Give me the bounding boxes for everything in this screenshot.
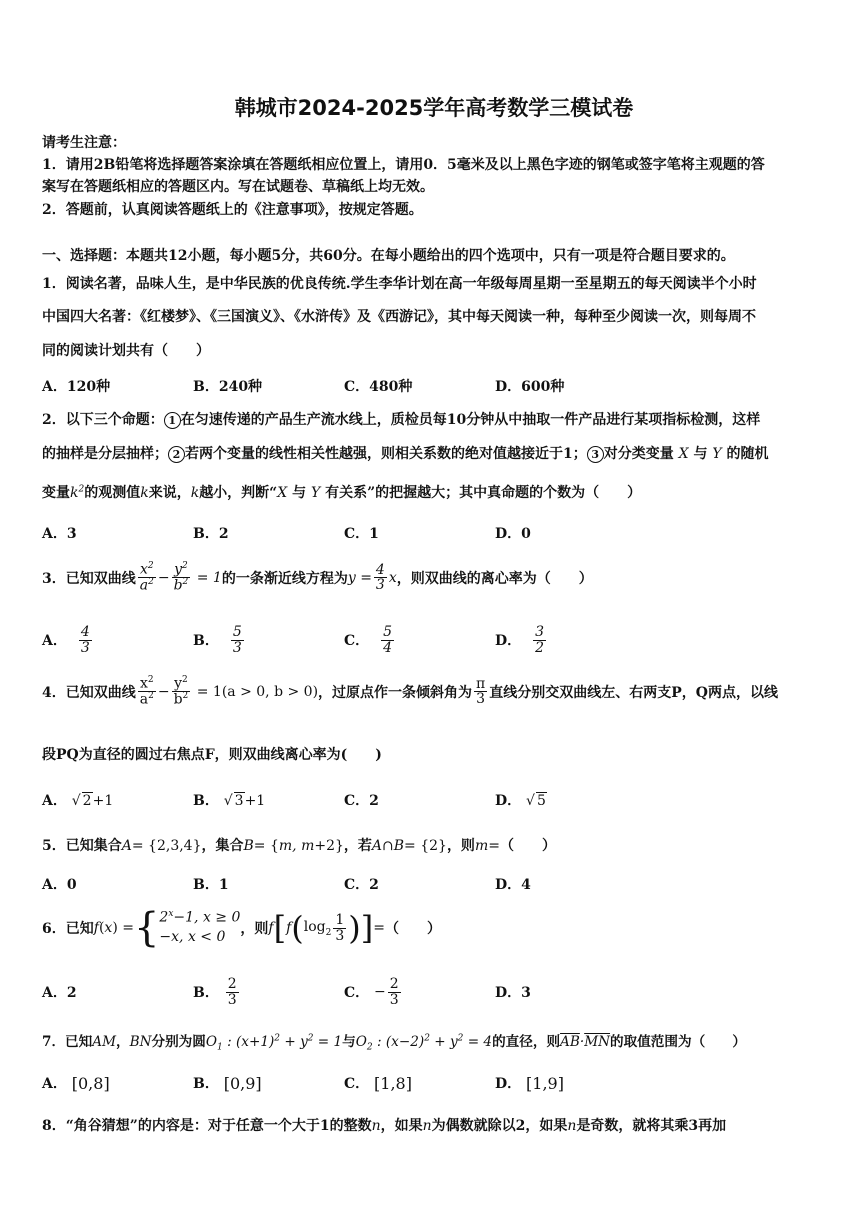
math-cases: $2^x-1$, x ≥ 0 −x, x < 0 xyxy=(159,909,241,946)
math-interval: [1,9] xyxy=(526,1073,564,1093)
q4-option-c[interactable]: C．2 xyxy=(344,793,379,809)
q4-line-2: 段PQ为直径的圆过右焦点F，则双曲线离心率为( ) xyxy=(42,747,382,763)
q3-option-c[interactable] xyxy=(344,620,396,660)
q1-line-1: 1．阅读名著，品味人生，是中华民族的优良传统.学生李华计划在高一年级每周星期一至星期五的每天阅读半个小时 xyxy=(42,276,757,292)
q2-text: 在匀速传递的产品生产流水线上，质检员每10分钟从中抽取一件产品进行某项指标检测，这样 xyxy=(180,412,761,428)
q4-text: ，过原点作一条倾斜角为 xyxy=(318,684,473,701)
q6-option-a[interactable]: A．2 xyxy=(42,985,77,1001)
math-var: n xyxy=(422,1118,432,1134)
q4-text: 4．已知双曲线 xyxy=(42,684,136,701)
math-expr: m xyxy=(474,838,489,854)
option-label: B． xyxy=(193,793,219,809)
option-label: B． xyxy=(193,633,219,649)
math-paren: ) xyxy=(348,909,361,947)
option-label: D． xyxy=(495,793,522,809)
notice-item-2: 案写在答题纸相应的答题区内。写在试题卷、草稿纸上均无效。 xyxy=(42,179,434,195)
math-var: X xyxy=(277,485,288,501)
q7-text: 分别为圆 xyxy=(151,1034,206,1050)
q5-option-b[interactable]: B．1 xyxy=(193,877,229,893)
q7-option-c[interactable] xyxy=(344,1063,412,1103)
q5-text: （ ） xyxy=(499,838,556,854)
circled-3-icon: 3 xyxy=(587,446,604,463)
math-fraction: $\frac{4}{3}$ xyxy=(80,623,90,656)
q2-text: 2．以下三个命题： xyxy=(42,412,164,428)
math-bracket: ] xyxy=(360,909,374,947)
math-expr: x xyxy=(104,920,113,936)
q6-text: （ ） xyxy=(384,921,441,937)
math-interval: [0,9] xyxy=(223,1073,262,1093)
q7-text: 与 xyxy=(342,1034,356,1050)
q1-option-d[interactable]: D．600种 xyxy=(495,379,565,395)
q3-text: ，则双曲线的离心率为（ ） xyxy=(396,570,593,587)
math-expr: AM xyxy=(92,1034,116,1050)
math-op: = xyxy=(373,920,385,936)
math-expr: $\overline{MN}$ xyxy=(584,1034,611,1050)
math-fraction: $\frac{5}{4}$ xyxy=(383,623,393,656)
math-fraction: $\frac{y^2}{b^2}$ xyxy=(173,675,189,708)
q5-text: ，则 xyxy=(446,838,475,854)
math-expr: +2} xyxy=(314,838,344,854)
q2-text: 的随机 xyxy=(726,446,769,462)
math-fraction: $\frac{\pi}{3}$ xyxy=(476,675,486,708)
math-expr: $O_2$ : $(x-2)^2 + y^2 = 4$ xyxy=(355,1033,493,1053)
math-expr: = {2} xyxy=(404,838,447,854)
q4-options xyxy=(42,780,828,826)
q6-option-b[interactable] xyxy=(193,972,241,1012)
q2-option-b[interactable]: B．2 xyxy=(193,526,229,542)
q2-text: 来说， xyxy=(148,485,191,501)
option-label: D． xyxy=(495,1076,522,1092)
q1-option-c[interactable]: C．480种 xyxy=(344,379,413,395)
circled-1-icon: 1 xyxy=(164,412,181,429)
q8-text: ，如果 xyxy=(380,1118,423,1134)
q4-option-d[interactable]: D． √ 5 xyxy=(495,780,547,820)
circled-2-icon: 2 xyxy=(168,446,185,463)
q4-option-b[interactable]: B． √ 3+1 xyxy=(193,780,265,820)
q1-line-2: 中国四大名著：《红楼梦》、《三国演义》、《水浒传》及《西游记》，其中每天阅读一种，每种至少阅读一次，则每周不 xyxy=(42,309,756,325)
q2-option-a[interactable]: A．3 xyxy=(42,526,77,542)
math-expr: ( xyxy=(98,920,105,936)
q5-options xyxy=(42,864,828,910)
math-expr: B xyxy=(243,838,254,854)
q3-option-d[interactable] xyxy=(495,620,548,660)
q3-line-1 xyxy=(42,562,828,594)
q1-line-3: 同的阅读计划共有（ ） xyxy=(42,343,210,359)
section-heading: 一、选择题：本题共12小题，每小题5分，共60分。在每小题给出的四个选项中，只有一项是符合题目要求的。 xyxy=(42,248,735,264)
q3-option-a[interactable] xyxy=(42,620,94,660)
q2-option-d[interactable]: D．0 xyxy=(495,526,531,542)
q1-options xyxy=(42,366,828,412)
math-expr: = xyxy=(488,838,500,854)
math-expr: $\overline{AB}$ xyxy=(560,1034,580,1050)
q7-option-b[interactable] xyxy=(193,1063,262,1103)
q8-line-1 xyxy=(42,1115,828,1135)
option-label: A． xyxy=(42,633,67,649)
math-interval: [1,8] xyxy=(374,1073,412,1093)
option-label: C． xyxy=(344,985,370,1001)
math-brace: { xyxy=(133,905,160,951)
math-fraction: $\frac{2}{3}$ xyxy=(389,975,399,1008)
option-label: A． xyxy=(42,793,67,809)
q8-text: 是奇数，就将其乘3再加 xyxy=(576,1118,727,1134)
math-expr: f xyxy=(286,920,292,936)
page-title: 韩城市2024-2025学年高考数学三模试卷 xyxy=(234,96,634,120)
math-expr: $O_1$ : $(x+1)^2 + y^2 = 1$ xyxy=(205,1033,343,1053)
q7-option-a[interactable] xyxy=(42,1063,110,1103)
math-op: = 1 xyxy=(192,569,222,586)
q8-text: 8．“角谷猜想”的内容是：对于任意一个大于1的整数 xyxy=(42,1118,372,1134)
math-fraction: $\frac{5}{3}$ xyxy=(232,623,242,656)
q1-option-b[interactable]: B．240种 xyxy=(193,379,263,395)
math-fraction: $\frac{x^2}{a^2}$ xyxy=(139,561,154,594)
q3-option-b[interactable] xyxy=(193,620,246,660)
q2-text: 与 xyxy=(693,446,708,462)
q5-text: ，若 xyxy=(343,838,372,854)
notice-heading: 请考生注意： xyxy=(42,135,126,151)
q1-option-a[interactable]: A．120种 xyxy=(42,379,111,395)
math-var: k xyxy=(140,485,149,501)
q5-option-c[interactable]: C．2 xyxy=(344,877,379,893)
math-paren: ( xyxy=(291,909,304,947)
q4-option-a[interactable]: A． √ 2+1 xyxy=(42,780,113,820)
q2-text: 与 xyxy=(292,485,307,501)
option-label: B． xyxy=(193,1076,219,1092)
math-expr: A xyxy=(121,838,132,854)
math-var: Y xyxy=(310,485,321,501)
q2-options xyxy=(42,513,828,559)
math-var: n xyxy=(567,1118,577,1134)
q8-text: 为偶数就除以2，如果 xyxy=(431,1118,568,1134)
q5-text: ，集合 xyxy=(201,838,244,854)
q6-text: ，则 xyxy=(240,921,269,937)
option-label: D． xyxy=(495,633,522,649)
math-expr: m, m xyxy=(278,838,315,854)
math-var: $k^2$ xyxy=(70,484,85,501)
math-expr: BN xyxy=(129,1034,152,1050)
q5-option-d[interactable]: D．4 xyxy=(495,877,531,893)
option-label: C． xyxy=(344,633,370,649)
q2-text: 越小，判断“ xyxy=(199,485,278,501)
math-expr: = { xyxy=(253,838,279,854)
notice-item-1: 1．请用2B铅笔将选择题答案涂填在答题纸相应位置上，请用0．5毫米及以上黑色字迹的钢笔或签字笔将主观题的答 xyxy=(42,157,765,173)
q2-text: 的抽样是分层抽样； xyxy=(42,446,168,462)
math-var: k xyxy=(190,485,200,501)
q3-text: 的一条渐近线方程为 xyxy=(221,570,348,587)
q7-text: 的取值范围为（ ） xyxy=(610,1034,746,1050)
math-fraction: $\frac{2}{3}$ xyxy=(227,975,237,1008)
notice-item-3: 2．答题前，认真阅读答题纸上的《注意事项》，按规定答题。 xyxy=(42,202,423,218)
q5-text: 5．已知集合 xyxy=(42,838,122,854)
q2-line-3 xyxy=(42,482,828,502)
option-label: B． xyxy=(193,985,219,1001)
math-var: x xyxy=(388,569,397,586)
option-label: A． xyxy=(42,1076,67,1092)
math-fraction: $\frac{x^2}{a^2}$ xyxy=(139,675,154,708)
math-expr: $\log_2$ xyxy=(303,918,332,938)
q3-text: 3．已知双曲线 xyxy=(42,570,136,587)
math-var: y = xyxy=(347,569,372,586)
q2-text: 的观测值 xyxy=(84,485,141,501)
q3-options xyxy=(42,620,828,666)
math-expr: A∩B xyxy=(371,838,405,854)
math-interval: [0,8] xyxy=(71,1073,110,1093)
math-fraction: $\frac{4}{3}$ xyxy=(375,561,385,594)
q6-line-1 xyxy=(42,905,828,951)
q6-options xyxy=(42,972,828,1018)
math-op: − xyxy=(157,569,170,586)
option-label: C． xyxy=(344,1076,370,1092)
math-fraction: $\frac{3}{2}$ xyxy=(535,623,545,656)
q4-text: 直线分别交双曲线左、右两支P，Q两点，以线 xyxy=(489,684,778,701)
math-op: = 1(a > 0, b > 0) xyxy=(192,683,319,700)
math-var: n xyxy=(371,1118,381,1134)
q7-option-d[interactable] xyxy=(495,1063,564,1103)
q4-line-1 xyxy=(42,676,828,708)
math-expr: f xyxy=(93,920,99,936)
q5-option-a[interactable]: A．0 xyxy=(42,877,77,893)
q2-text: 若两个变量的线性相关性越强，则相关系数的绝对值越接近于1； xyxy=(185,446,587,462)
q5-line-1 xyxy=(42,835,828,855)
q2-option-c[interactable]: C．1 xyxy=(344,526,379,542)
q2-line-2 xyxy=(42,443,828,463)
math-expr: = {2,3,4} xyxy=(131,838,202,854)
q7-text: 的直径，则 xyxy=(492,1034,561,1050)
math-expr: · xyxy=(579,1034,585,1050)
math-expr: ) = xyxy=(112,920,134,936)
math-bracket: [ xyxy=(273,909,287,947)
math-expr: f xyxy=(268,920,274,936)
math-var: Y xyxy=(712,446,722,462)
math-op: − xyxy=(157,683,170,700)
q7-line-1: 7．已知AM，BN分别为圆$O_1$ : $(x+1)^2 + y^2 = 1$与$O_2$ : $(x-2)^2 + y^2 = 4$的直径，则$\overline{AB}\cdot\overline{MN}$的取值范围为（ ） xyxy=(42,1033,746,1053)
q2-line-1 xyxy=(42,409,828,429)
math-var: X xyxy=(678,446,689,462)
q2-text: 有关系”的把握越大；其中真命题的个数为（ ） xyxy=(325,485,642,501)
q7-options xyxy=(42,1063,828,1109)
q6-option-d[interactable]: D．3 xyxy=(495,985,531,1001)
math-fraction: $\frac{1}{3}$ xyxy=(335,911,345,944)
q2-text: 对分类变量 xyxy=(603,446,674,462)
q2-text: 变量 xyxy=(42,485,70,501)
q6-text: 6．已知 xyxy=(42,921,94,937)
q7-text: 7．已知 xyxy=(42,1034,93,1050)
math-fraction: $\frac{y^2}{b^2}$ xyxy=(173,561,189,594)
q6-option-c[interactable]: C． − $\frac{2}{3}$ xyxy=(344,975,399,1008)
